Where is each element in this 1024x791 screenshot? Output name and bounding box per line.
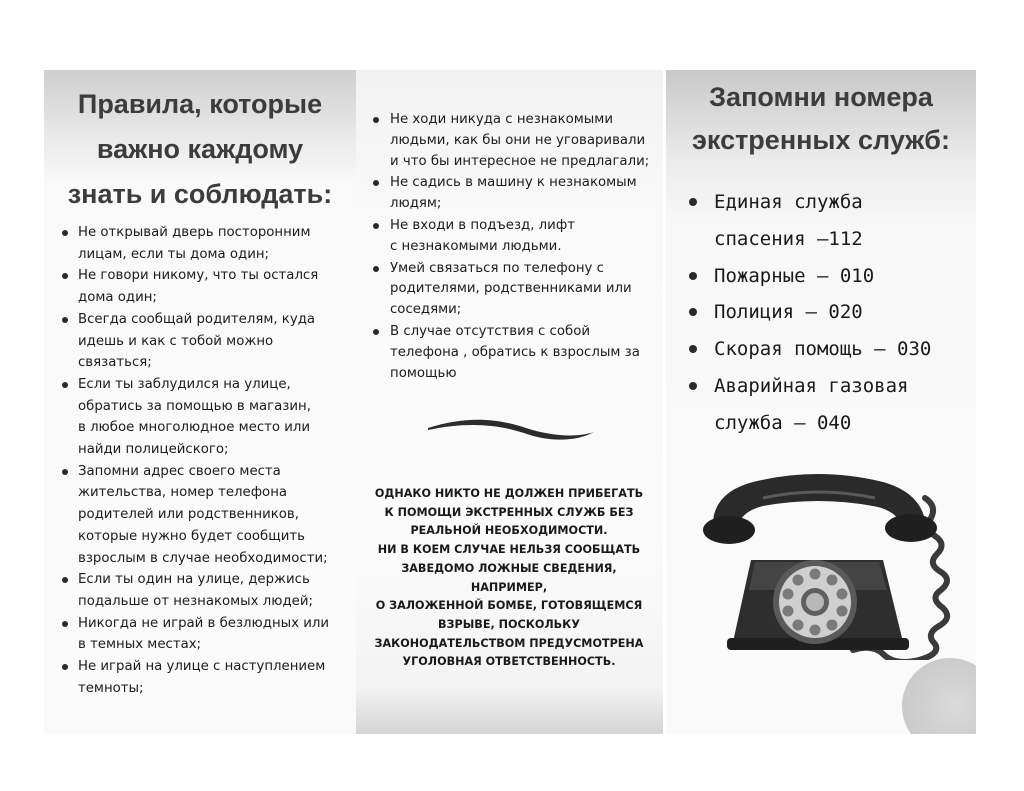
warning-line: НАПРИМЕР,: [470, 580, 548, 594]
bullet-icon: [62, 577, 68, 583]
line: телефона , обратись к взрослым за: [390, 344, 640, 360]
line: с незнакомыми людьми.: [390, 238, 562, 254]
list-item: [60, 222, 350, 265]
emergency-title-line: экстренных служб:: [692, 125, 950, 155]
list-item: [688, 184, 976, 258]
decorative-circle: [902, 658, 976, 734]
line: помощью: [390, 365, 457, 381]
line: связаться;: [78, 355, 152, 371]
list-item: [688, 368, 976, 442]
line: Не входи в подъезд, лифт: [390, 217, 575, 233]
rules-panel-left: [44, 70, 356, 734]
bullet-icon: [689, 308, 697, 316]
bullet-icon: [62, 273, 68, 279]
line: Всегда сообщай родителям, куда: [78, 311, 316, 327]
line: Запомни адрес своего места: [78, 463, 281, 479]
bullet-icon: [373, 180, 379, 186]
line: подальше от незнакомых людей;: [78, 593, 313, 609]
bullet-icon: [373, 117, 379, 123]
bullet-icon: [689, 272, 697, 280]
bullet-icon: [373, 223, 379, 229]
line: дома один;: [78, 290, 157, 306]
list-item: [370, 259, 658, 321]
list-item: [370, 173, 658, 215]
line: Скорая помощь – 030: [714, 338, 932, 361]
line: людьми, как бы они не уговаривали: [390, 132, 646, 148]
bullet-icon: [62, 469, 68, 475]
bullet-icon: [62, 317, 68, 323]
bullet-icon: [689, 345, 697, 353]
line: лицам, если ты дома один;: [78, 246, 270, 262]
line: родителей или родственников,: [78, 507, 299, 523]
line: людям;: [390, 196, 442, 212]
bullet-icon: [689, 198, 697, 206]
rules-title-line: важно каждому: [96, 134, 304, 164]
line: обратись за помощью в магазин,: [78, 398, 311, 414]
line: Аварийная газовая: [714, 374, 909, 397]
legal-warning: [370, 485, 648, 672]
rules-title: [44, 82, 356, 217]
rules-title-line: знать и соблюдать:: [67, 179, 333, 209]
line: Полиция – 020: [714, 301, 863, 324]
list-item: [370, 110, 658, 172]
list-item: [60, 265, 350, 308]
line: Умей связаться по телефону с: [390, 260, 604, 276]
line: В случае отсутствия с собой: [390, 323, 590, 339]
list-item: [688, 294, 976, 331]
line: Не играй на улице с наступлением: [78, 659, 326, 675]
warning-line: О ЗАЛОЖЕННОЙ БОМБЕ, ГОТОВЯЩЕМСЯ: [375, 599, 643, 613]
line: в любое многолюдное место или: [78, 420, 311, 436]
rules-title-line: Правила, которые: [77, 89, 323, 119]
line: идешь и как с тобой можно: [78, 333, 274, 349]
rules-panel-middle: [356, 70, 663, 734]
line: в темных местах;: [78, 637, 202, 653]
list-item: [370, 322, 658, 384]
list-item: [60, 309, 350, 374]
bullet-icon: [62, 621, 68, 627]
list-item: [370, 216, 658, 258]
list-item: [60, 656, 350, 699]
line: соседями;: [390, 302, 462, 318]
list-item: [688, 331, 976, 368]
line: найди полицейского;: [78, 442, 229, 458]
bullet-icon: [689, 382, 697, 390]
bullet-icon: [373, 266, 379, 272]
line: Не ходи никуда с незнакомыми: [390, 112, 613, 127]
warning-line: РЕАЛЬНОЙ НЕОБХОДИМОСТИ.: [410, 524, 608, 538]
bullet-icon: [62, 664, 68, 670]
line: жительства, номер телефона: [78, 485, 288, 501]
emergency-numbers-panel: [666, 70, 976, 734]
list-item: [60, 374, 350, 461]
line: Не говори никому, что ты остался: [78, 268, 319, 284]
warning-line: НИ В КОЕМ СЛУЧАЕ НЕЛЬЗЯ СООБЩАТЬ: [377, 543, 641, 557]
line: Никогда не играй в безлюдных или: [78, 615, 330, 631]
warning-line: ЗАКОНОДАТЕЛЬСТВОМ ПРЕДУСМОТРЕНА: [374, 636, 644, 650]
line: родителями, родственниками или: [390, 281, 632, 297]
warning-line: ЗАВЕДОМО ЛОЖНЫЕ СВЕДЕНИЯ,: [401, 561, 617, 575]
line: спасения –112: [714, 227, 863, 250]
emergency-numbers-list: [688, 184, 976, 442]
line: Единая служба: [714, 191, 863, 213]
warning-line: УГОЛОВНАЯ ОТВЕТСТВЕННОСТЬ.: [402, 655, 616, 669]
list-item: [60, 569, 350, 612]
rotary-telephone-icon: [693, 470, 953, 660]
warning-line: К ПОМОЩИ ЭКСТРЕННЫХ СЛУЖБ БЕЗ: [384, 505, 634, 519]
bullet-icon: [373, 329, 379, 335]
line: и что бы интересное не предлагали;: [390, 153, 650, 169]
line: взрослым в случае необходимости;: [78, 550, 328, 566]
rules-list: [60, 222, 350, 699]
line: Не открывай дверь посторонним: [78, 225, 311, 240]
bullet-icon: [62, 230, 68, 236]
list-item: [60, 613, 350, 656]
list-item: [60, 461, 350, 570]
wave-divider-icon: [426, 408, 596, 446]
line: темноты;: [78, 680, 144, 696]
warning-line: ОДНАКО НИКТО НЕ ДОЛЖЕН ПРИБЕГАТЬ: [374, 487, 644, 500]
list-item: [688, 258, 976, 295]
rules-list: [370, 110, 658, 385]
line: Если ты один на улице, держись: [78, 572, 310, 588]
line: служба – 040: [714, 411, 852, 434]
line: Пожарные – 010: [714, 264, 875, 287]
bullet-icon: [62, 382, 68, 388]
line: Не садись в машину к незнакомым: [390, 175, 637, 191]
warning-line: ВЗРЫВЕ, ПОСКОЛЬКУ: [438, 617, 580, 631]
emergency-title: [666, 76, 976, 162]
line: которые нужно будет сообщить: [78, 528, 305, 544]
line: Если ты заблудился на улице,: [78, 376, 291, 392]
emergency-title-line: Запомни номера: [709, 82, 933, 112]
